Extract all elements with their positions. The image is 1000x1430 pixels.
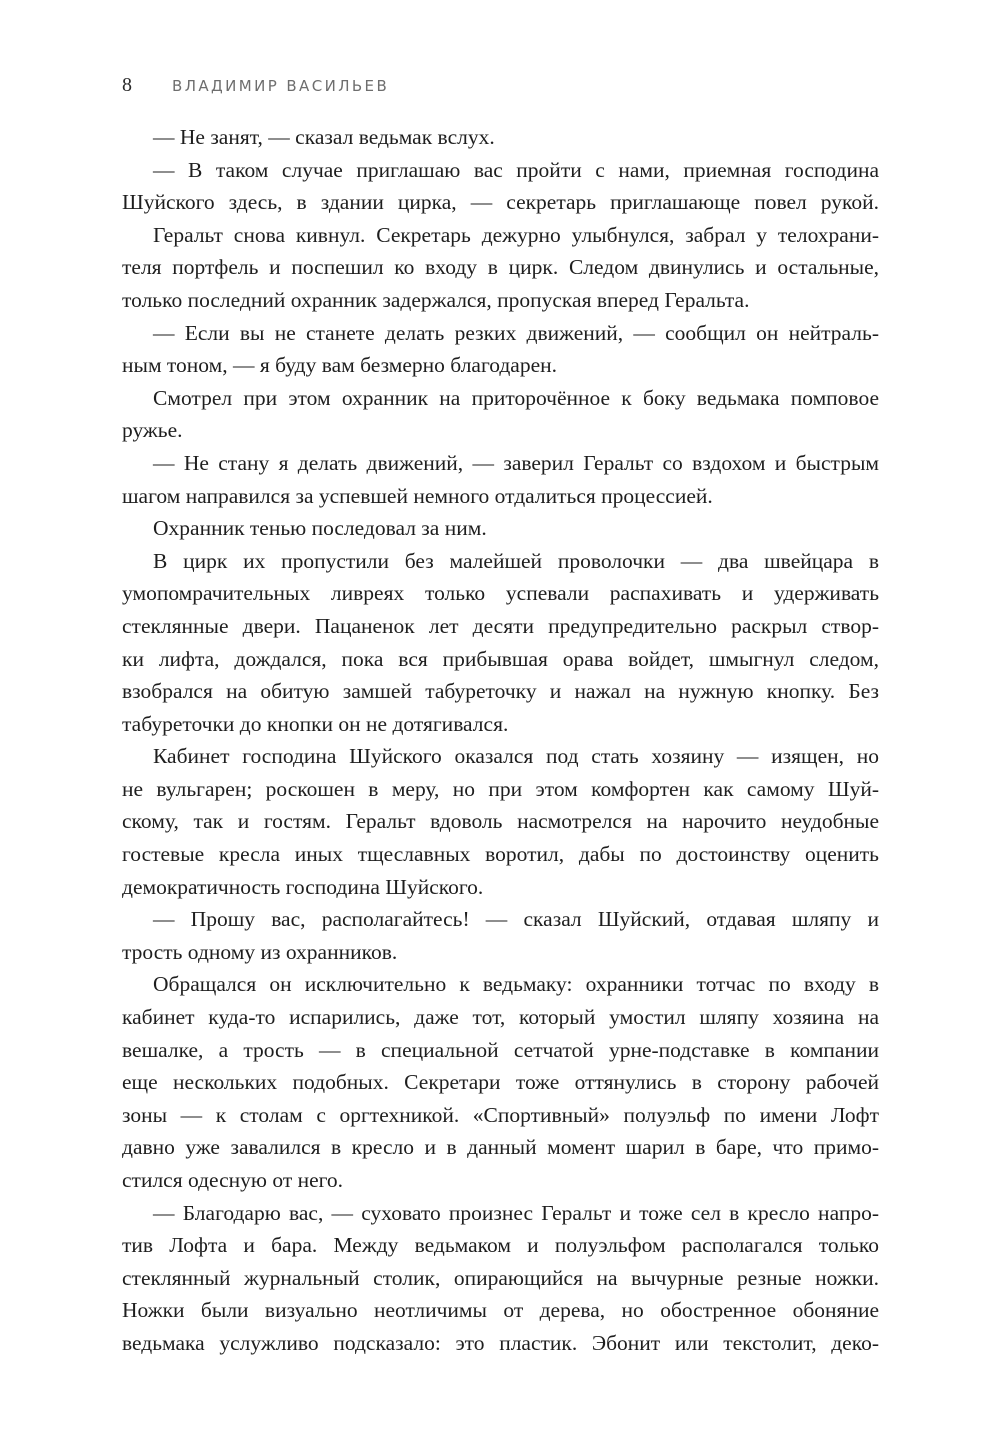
text-line: ведьмака услужливо подсказало: это пластик. Эбонит или текстолит, деко-	[122, 1330, 879, 1355]
text-line: скому, так и гостям. Геральт вдоволь насмотрелся на нарочито неудобные	[122, 809, 879, 834]
text-line: Обращался он исключительно к ведьмаку: охранники тотчас по входу в	[153, 972, 879, 997]
text-line: трость одному из охранников.	[122, 939, 398, 964]
text-line: табуреточки до кнопки он не дотягивался.	[122, 711, 509, 736]
text-line: Смотрел при этом охранник на приторочённое к боку ведьмака помповое	[153, 385, 879, 410]
text-line: — Прошу вас, располагайтесь! — сказал Шуйский, отдавая шляпу и	[153, 907, 879, 932]
text-line: только последний охранник задержался, пропуская вперед Геральта.	[122, 287, 750, 312]
text-line: — В таком случае приглашаю вас пройти с нами, приемная господина	[153, 157, 879, 182]
text-line: — Благодарю вас, — суховато произнес Геральт и тоже сел в кресло напро-	[153, 1200, 879, 1225]
text-line: взобрался на обитую замшей табуреточку и нажал на нужную кнопку. Без	[122, 679, 879, 704]
page-number: 8	[122, 74, 132, 96]
text-line: тив Лофта и бара. Между ведьмаком и полуэльфом располагался только	[122, 1233, 879, 1258]
text-line: не вульгарен; роскошен в меру, но при этом комфортен как самому Шуй-	[122, 776, 879, 801]
text-line: В цирк их пропустили без малейшей проволочки — два швейцара в	[153, 548, 879, 573]
body-text	[122, 121, 879, 1360]
text-line: стеклянные двери. Пацаненок лет десяти предупредительно раскрыл створ-	[122, 613, 879, 638]
text-line: еще нескольких подобных. Секретари тоже оттянулись в сторону рабочей	[122, 1070, 879, 1095]
text-line: — Если вы не станете делать резких движений, — сообщил он нейтраль-	[153, 320, 879, 345]
text-line: теля портфель и поспешил ко входу в цирк. Следом двинулись и остальные,	[122, 255, 879, 280]
text-line: умопомрачительных ливреях только успевали распахивать и удерживать	[122, 581, 879, 606]
text-line: стеклянный журнальный столик, опирающийся на вычурные резные ножки.	[122, 1265, 879, 1290]
text-line: Геральт снова кивнул. Секретарь дежурно улыбнулся, забрал у телохрани-	[153, 222, 879, 247]
text-line: кабинет куда-то испарились, даже тот, который умостил шляпу хозяина на	[122, 1005, 879, 1030]
text-line: Шуйского здесь, в здании цирка, — секретарь приглашающе повел рукой.	[122, 190, 879, 215]
text-line: — Не занят, — сказал ведьмак вслух.	[153, 125, 495, 149]
text-line: зоны — к столам с оргтехникой. «Спортивный» полуэльф по имени Лофт	[122, 1102, 879, 1127]
text-line: вешалке, а трость — в специальной сетчатой урне-подставке в компании	[122, 1037, 879, 1062]
text-line: давно уже завалился в кресло и в данный момент шарил в баре, что примо-	[122, 1135, 879, 1160]
text-line: Кабинет господина Шуйского оказался под стать хозяину — изящен, но	[153, 744, 879, 769]
text-line: ки лифта, дождался, пока вся прибывшая орава войдет, шмыгнул следом,	[122, 646, 879, 671]
text-line: шагом направился за успевшей немного отдалиться процессией.	[122, 483, 713, 508]
running-head	[122, 70, 389, 100]
text-line: ружье.	[122, 418, 183, 443]
text-line: демократичность господина Шуйского.	[122, 874, 484, 899]
text-line: Ножки были визуально неотличимы от дерева, но обостренное обоняние	[122, 1298, 879, 1323]
text-line: стился одесную от него.	[122, 1168, 344, 1192]
text-line: гостевые кресла иных тщеславных воротил, дабы по достоинству оценить	[122, 842, 879, 867]
text-line: — Не стану я делать движений, — заверил Геральт со вздохом и быстрым	[153, 450, 879, 475]
text-line: Охранник тенью последовал за ним.	[153, 516, 487, 541]
text-line: ным тоном, — я буду вам безмерно благодарен.	[122, 353, 558, 378]
running-head-author: ВЛАДИМИР ВАСИЛЬЕВ	[172, 77, 390, 95]
